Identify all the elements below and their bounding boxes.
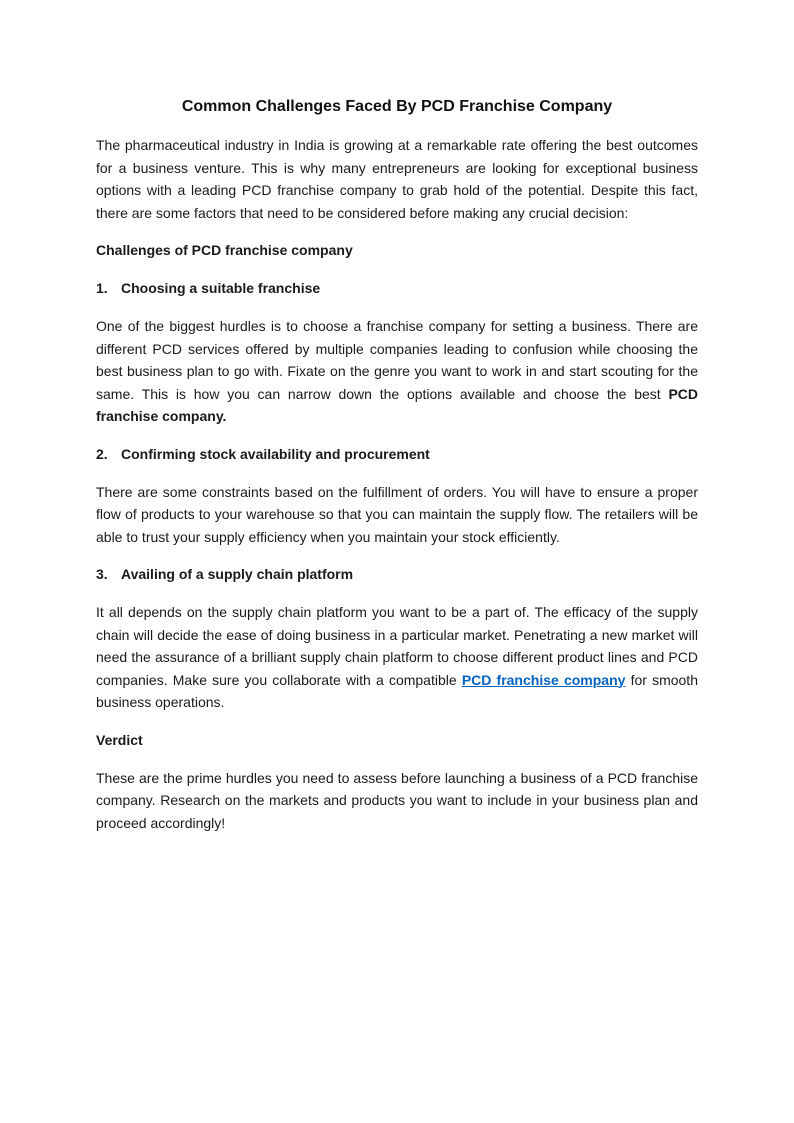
intro-paragraph: The pharmaceutical industry in India is growing at a remarkable rate offering the best outcomes for a business venture. This is why many entrepreneurs are looking for exceptional business options with a leading PCD franchise company to grab hold of the potential. Despite this fact, there are some factors that need to be considered before making any crucial decision: [96,137,698,221]
document-page [96,96,698,849]
section-heading: Challenges of PCD franchise company [96,242,353,258]
item-3-number: 3. [96,566,108,582]
verdict-heading: Verdict [96,731,143,748]
item-1-heading [96,277,698,299]
item-1-body-bold: PCD franchise company. [96,385,698,424]
item-2-heading [96,443,698,465]
pcd-franchise-company-link[interactable]: PCD franchise company [461,671,626,688]
item-3-body-after: for smooth business operations. [96,671,698,710]
item-1-body: One of the biggest hurdles is to choose a franchise company for setting a business. There are different PCD services offered by multiple companies leading to confusion while choosing the best business plan to go with. Fixate on the genre you want to work in and start scouting for the same. This is how you can narrow down the options available and choose the best [96,318,698,402]
item-2-number: 2. [96,445,108,462]
item-3-heading [96,563,698,585]
item-1-title: Choosing a suitable franchise [121,280,321,296]
verdict-paragraph: These are the prime hurdles you need to assess before launching a business of a PCD franchise company. Research on the markets and products you want to include in your business plan and proceed accordingly! [96,769,698,831]
item-1-number: 1. [96,280,108,296]
item-2-title: Confirming stock availability and procurement [121,445,430,462]
page-title: Common Challenges Faced By PCD Franchise Company [181,98,613,115]
item-1-paragraph [96,315,698,428]
item-2-paragraph: There are some constraints based on the fulfillment of orders. You will have to ensure a proper flow of products to your warehouse so that you can maintain the supply flow. The retailers will be able to trust your supply efficiency when you maintain your stock efficiently. [96,483,698,545]
item-3-paragraph [96,601,698,714]
item-3-body: It all depends on the supply chain platform you want to be a part of. The efficacy of the supply chain will decide the ease of doing business in a particular market. Penetrating a new market will need the assurance of a brilliant supply chain platform to choose different product lines and PCD companies. Make sure you collaborate with a compatible [96,604,698,688]
item-3-title: Availing of a supply chain platform [121,566,354,582]
